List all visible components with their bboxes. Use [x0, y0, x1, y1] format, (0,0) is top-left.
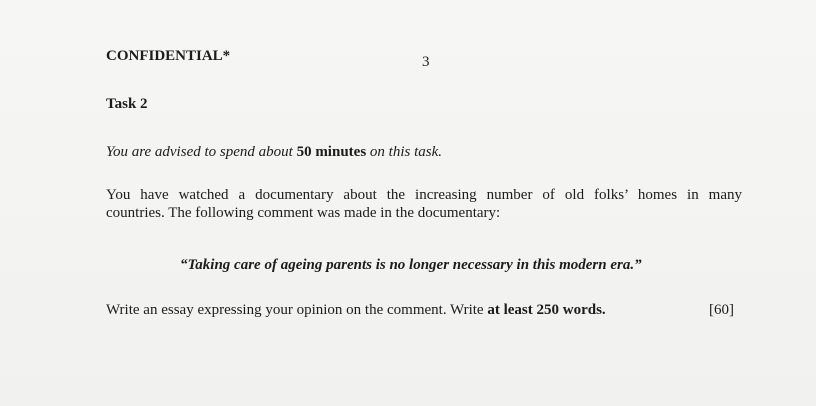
advice-prefix: You are advised to spend about [106, 144, 297, 160]
context-paragraph [106, 186, 742, 222]
task-title: Task 2 [106, 96, 148, 112]
advice-suffix: on this task. [366, 144, 442, 160]
context-line-1: You have watched a documentary about the increasing number of old folks’ homes in many [106, 187, 742, 203]
essay-instruction [106, 301, 606, 319]
advice-time: 50 minutes [296, 144, 367, 160]
documentary-quote: “Taking care of ageing parents is no longer necessary in this modern era.” [180, 257, 642, 273]
page-number: 3 [422, 54, 430, 70]
context-line-2: countries. The following comment was made in the documentary: [106, 205, 501, 221]
time-advice [106, 143, 442, 161]
marks-label: [60] [709, 302, 734, 318]
instruction-text: Write an essay expressing your opinion on the comment. Write [106, 302, 488, 318]
word-count-requirement: at least 250 words. [487, 302, 606, 318]
confidential-label: CONFIDENTIAL* [106, 48, 231, 64]
